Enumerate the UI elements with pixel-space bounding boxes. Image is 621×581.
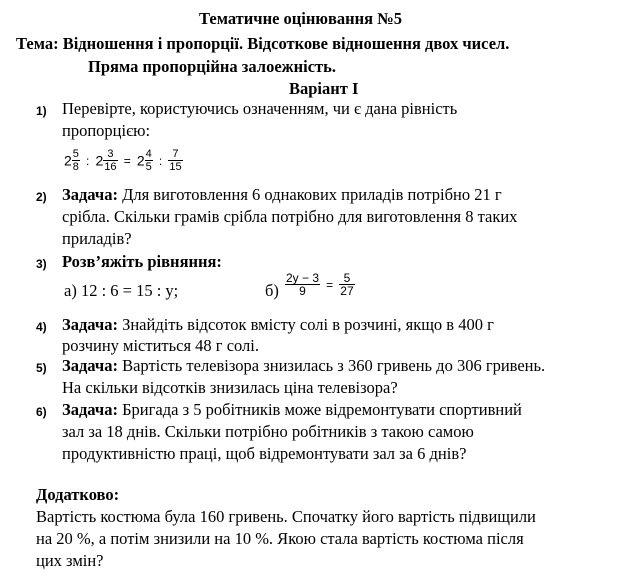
task-5-label: Задача: <box>62 356 118 375</box>
task-3-label: Розв’яжіть рівняння: <box>62 252 222 271</box>
task-1-line-2: пропорцією: <box>62 121 151 140</box>
task-2-line-3: приладів? <box>62 229 132 248</box>
task-6-number: 6) <box>36 405 47 419</box>
extra-heading: Додатково: <box>36 485 120 504</box>
task-5-line-2: На скільки відсотків знизилась ціна телевізора? <box>62 378 398 397</box>
term-1-fraction: $\frac{5}{8}$ <box>72 148 79 173</box>
term-3-whole: 2 <box>136 152 145 169</box>
topic-line-2: Пряма пропорційна залоежність. <box>88 57 336 76</box>
task-6-line-3: продуктивністю праці, щоб відремонтувати зал за 6 днів? <box>62 444 467 463</box>
equation-b-left-fraction: $\frac{2y - 3}{9}$ <box>286 271 320 298</box>
task-6-label: Задача: <box>62 400 118 419</box>
task-6-line-2: зал за 18 днів. Скільки потрібно робітників з такою самою <box>62 422 474 441</box>
task-6-line-1: Задача: Бригада з 5 робітників може відремонтувати спортивний <box>62 400 522 419</box>
colon-1: : <box>86 153 90 168</box>
task-2-label: Задача: <box>62 185 118 204</box>
task-3-number: 3) <box>36 257 47 271</box>
task-4-line-2: розчину міститься 48 г солі. <box>62 336 260 355</box>
equation-b-label: б) <box>265 281 279 300</box>
term-4-fraction: $\frac{7}{15}$ <box>169 148 182 173</box>
task-5-line-1: Задача: Вартість телевізора знизилась з 360 гривень до 306 гривень. <box>62 356 546 375</box>
task-5-number: 5) <box>36 361 47 375</box>
task-4-line-1: Задача: Знайдіть відсоток вмісту солі в розчині, якщо в 400 г <box>62 315 494 334</box>
equation-b <box>285 272 355 297</box>
variant-label: Варіант І <box>289 79 359 98</box>
proportion-formula <box>64 148 183 173</box>
task-4-number: 4) <box>36 320 47 334</box>
task-2-line-2: срібла. Скільки грамів срібла потрібно для виготовлення 8 таких <box>62 207 518 226</box>
task-4-label: Задача: <box>62 315 118 334</box>
task-1-line-1: Перевірте, користуючись означенням, чи є дана рівність <box>62 99 458 118</box>
equation-b-equals: = <box>326 277 334 292</box>
term-3-fraction: $\frac{4}{5}$ <box>145 148 152 173</box>
task-2-number: 2) <box>36 190 47 204</box>
term-2-fraction: $\frac{3}{16}$ <box>104 148 117 173</box>
colon-2: : <box>158 153 163 168</box>
term-2-whole: 2 <box>95 152 104 169</box>
task-1-number: 1) <box>36 104 47 118</box>
extra-line-2: на 20 %, а потім знизили на 10 %. Якою стала вартість костюма після <box>36 529 524 548</box>
document-title: Тематичне оцінювання №5 <box>199 9 403 28</box>
extra-line-1: Вартість костюма була 160 гривень. Спочатку його вартість підвищили <box>36 507 536 526</box>
equation-a: а) 12 : 6 = 15 : y; <box>64 281 179 300</box>
topic-line-1: Тема: Відношення і пропорції. Відсоткове відношення двох чисел. <box>16 34 510 53</box>
extra-line-3: цих змін? <box>36 551 104 570</box>
task-2-line-1: Задача: Для виготовлення 6 однакових приладів потрібно 21 г <box>62 185 502 204</box>
term-1-whole: 2 <box>64 152 72 169</box>
equals-sign: = <box>123 153 131 168</box>
equation-b-right-fraction: $\frac{5}{27}$ <box>340 271 354 298</box>
